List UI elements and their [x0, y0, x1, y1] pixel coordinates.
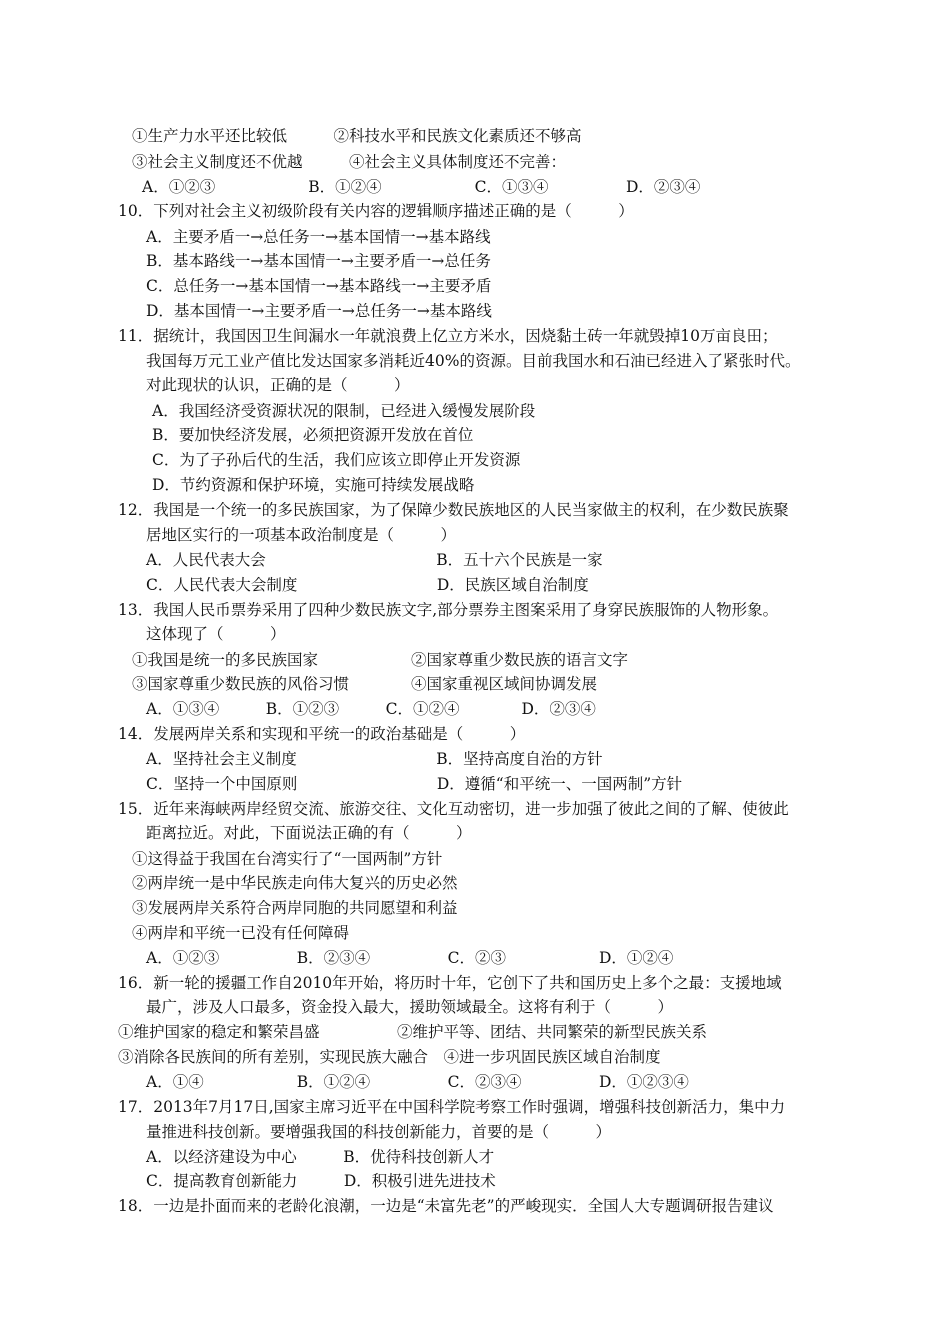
q13-options-34: ③国家尊重少数民族的风俗习惯 ④国家重视区域间协调发展	[132, 675, 598, 693]
q12-stem-1: 12．我国是一个统一的多民族国家，为了保障少数民族地区的人民当家做主的权利，在少数民族聚	[118, 501, 789, 519]
q12-stem-2: 居地区实行的一项基本政治制度是（ ）	[146, 526, 457, 544]
q17-choices-cd: C．提高教育创新能力 D．积极引进先进技术	[146, 1172, 496, 1190]
q15-option-3: ③发展两岸关系符合两岸同胞的共同愿望和利益	[132, 899, 458, 917]
q16-stem-1: 16．新一轮的援疆工作自2010年开始，将历时十年，它创下了共和国历史上多个之最：支援地域	[118, 974, 782, 992]
q15-stem-1: 15．近年来海峡两岸经贸交流、旅游交往、文化互动密切，进一步加强了彼此之间的了解、使彼此	[118, 800, 789, 818]
q14-stem: 14．发展两岸关系和实现和平统一的政治基础是（ ）	[118, 725, 526, 743]
q15-option-1: ①这得益于我国在台湾实行了“一国两制”方针	[132, 850, 443, 868]
q9-option-line-2: ③社会主义制度还不优越 ④社会主义具体制度还不完善：	[132, 153, 567, 171]
q10-choice-c: C．总任务一→基本国情一→基本路线一→主要矛盾	[146, 277, 492, 295]
q15-stem-2: 距离拉近。对此，下面说法正确的有（ ）	[146, 824, 472, 842]
q15-option-4: ④两岸和平统一已没有任何障碍	[132, 924, 350, 942]
q9-option-line-1: ①生产力水平还比较低 ②科技水平和民族文化素质还不够高	[132, 127, 582, 145]
q13-choices: A．①③④ B．①②③ C．①②④ D．②③④	[146, 700, 596, 718]
q10-stem: 10．下列对社会主义初级阶段有关内容的逻辑顺序描述正确的是（ ）	[118, 202, 634, 220]
q17-stem-1: 17．2013年7月17日,国家主席习近平在中国科学院考察工作时强调，增强科技创新活力，集中力	[118, 1098, 786, 1116]
q14-choices-cd: C．坚持一个中国原则 D．遵循“和平统一、一国两制”方针	[146, 775, 683, 793]
q18-stem-1: 18．一边是扑面而来的老龄化浪潮，一边是“未富先老”的严峻现实．全国人大专题调研报告建议	[118, 1197, 774, 1215]
q11-choice-a: A．我国经济受资源状况的限制，已经进入缓慢发展阶段	[152, 402, 536, 420]
q16-stem-2: 最广，涉及人口最多，资金投入最大，援助领域最全。这将有利于（ ）	[146, 998, 674, 1016]
q11-stem-3: 对此现状的认识，正确的是（ ）	[146, 376, 410, 394]
q10-choice-b: B．基本路线一→基本国情一→主要矛盾一→总任务	[146, 252, 491, 270]
q13-options-12: ①我国是统一的多民族国家 ②国家尊重少数民族的语言文字	[132, 651, 629, 669]
q13-stem-2: 这体现了（ ）	[146, 625, 286, 643]
q11-stem-1: 11．据统计，我国因卫生间漏水一年就浪费上亿立方米水，因烧黏土砖一年就毁掉10万亩良田；	[118, 327, 778, 345]
q16-options-12: ①维护国家的稳定和繁荣昌盛 ②维护平等、团结、共同繁荣的新型民族关系	[118, 1023, 708, 1041]
q10-choice-d: D．基本国情一→主要矛盾一→总任务一→基本路线	[146, 302, 492, 320]
q17-choices-ab: A．以经济建设为中心 B．优待科技创新人才	[146, 1148, 495, 1166]
q13-stem-1: 13．我国人民币票券采用了四种少数民族文字,部分票券主图案采用了身穿民族服饰的人物形象。	[118, 601, 779, 619]
q11-stem-2: 我国每万元工业产值比发达国家多消耗近40%的资源。目前我国水和石油已经进入了紧张时代。	[146, 352, 801, 370]
q11-choice-d: D．节约资源和保护环境，实施可持续发展战略	[152, 476, 475, 494]
q17-stem-2: 量推进科技创新。要增强我国的科技创新能力，首要的是（ ）	[146, 1123, 612, 1141]
q16-choices: A．①④ B．①②④ C．②③④ D．①②③④	[146, 1073, 689, 1091]
q10-choice-a: A．主要矛盾一→总任务一→基本国情一→基本路线	[146, 228, 491, 246]
q14-choices-ab: A．坚持社会主义制度 B．坚持高度自治的方针	[146, 750, 603, 768]
q16-options-34: ③消除各民族间的所有差别，实现民族大融合 ④进一步巩固民族区域自治制度	[118, 1048, 661, 1066]
q12-choices-cd: C．人民代表大会制度 D．民族区域自治制度	[146, 576, 589, 594]
q15-option-2: ②两岸统一是中华民族走向伟大复兴的历史必然	[132, 874, 458, 892]
q11-choice-b: B．要加快经济发展，必须把资源开发放在首位	[152, 426, 474, 444]
q11-choice-c: C．为了子孙后代的生活，我们应该立即停止开发资源	[152, 451, 521, 469]
q9-choices: A．①②③ B．①②④ C．①③④ D．②③④	[142, 178, 701, 196]
q15-choices: A．①②③ B．②③④ C．②③ D．①②④	[146, 949, 674, 967]
q12-choices-ab: A．人民代表大会 B．五十六个民族是一家	[146, 551, 603, 569]
